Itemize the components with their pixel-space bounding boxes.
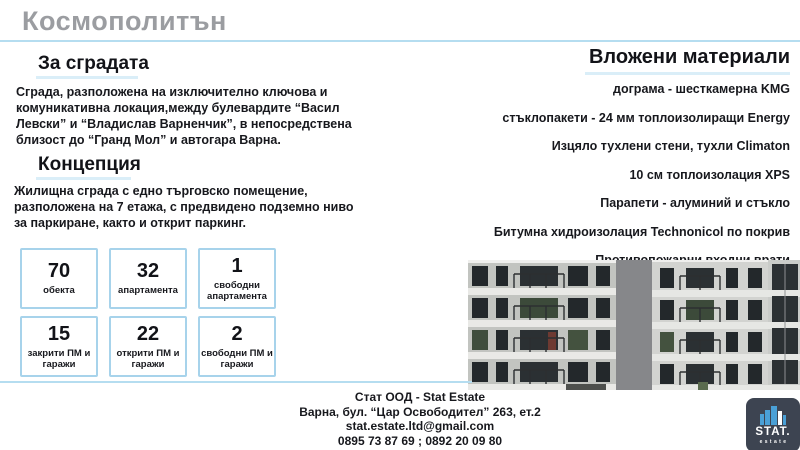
stat-label: апартамента <box>118 285 178 296</box>
material-item: Битумна хидроизолация Technonicol по покрив <box>493 224 790 239</box>
material-item: дограма - шесткамерна KMG <box>613 82 790 96</box>
concept-body: Жилищна сграда с едно търговско помещение, разположена на 7 етажа, с предвидено подземно ниво за паркиране, както и открит паркинг. <box>14 184 354 230</box>
stat-label: открити ПМ и гаражи <box>116 347 180 370</box>
footer-divider <box>0 381 472 383</box>
stat-estate-logo <box>746 398 800 450</box>
building-render-image <box>468 260 800 390</box>
stat-label: обекта <box>43 285 75 296</box>
stats-grid <box>20 248 280 377</box>
materials-list <box>494 82 790 267</box>
about-body: Сграда, разположена на изключително ключова и комуникативна локация,между булевардите “Васил Левски” и “Владислав Варненчик”, в непосредствена близост до “Гранд Мол” и автогара Варна. <box>16 85 352 147</box>
stat-value: 15 <box>47 322 71 345</box>
company-email: stat.estate.ltd@gmail.com <box>345 419 495 433</box>
stat-value: 1 <box>231 254 243 277</box>
top-divider <box>0 40 800 42</box>
company-phones: 0895 73 87 69 ; 0892 20 09 80 <box>337 433 503 448</box>
concept-heading: Концепция <box>38 154 141 175</box>
page-title: Космополитън <box>22 6 227 36</box>
concept-heading-underline <box>36 177 131 180</box>
material-item: стъклопакети - 24 мм топлоизолиращи Energy <box>502 110 790 125</box>
material-item: Парапети - алуминий и стъкло <box>600 196 790 210</box>
about-heading: За сградата <box>38 53 149 74</box>
buildings-icon <box>759 405 787 425</box>
stat-value: 22 <box>136 322 160 345</box>
stat-value: 2 <box>231 322 243 345</box>
company-name: Стат ООД - Stat Estate <box>354 390 486 404</box>
company-address: Варна, бул. “Цар Освободител” 263, ет.2 <box>299 404 541 419</box>
stat-label: свободни ПМ и гаражи <box>201 347 273 370</box>
logo-name: STAT. <box>755 426 791 438</box>
stat-box-free-parking <box>198 316 276 377</box>
logo-subtitle: estate <box>759 439 789 445</box>
material-item: Изцяло тухлени стени, тухли Climaton <box>551 139 790 153</box>
materials-heading-underline <box>585 72 790 75</box>
footer-contact <box>240 390 600 448</box>
stat-box-apartments <box>109 248 187 309</box>
stat-box-open-parking <box>109 316 187 377</box>
materials-heading: Вложени материали <box>588 46 790 68</box>
stat-label: закрити ПМ и гаражи <box>27 347 91 370</box>
about-heading-underline <box>36 76 138 79</box>
stat-box-closed-parking <box>20 316 98 377</box>
material-item: 10 см топлоизолация XPS <box>629 167 790 182</box>
stat-box-free-apartments <box>198 248 276 309</box>
stat-label: свободни апартамента <box>207 279 267 302</box>
stat-box-objects <box>20 248 98 309</box>
stat-value: 32 <box>136 260 160 282</box>
materials-section <box>494 46 790 267</box>
stat-value: 70 <box>47 260 71 282</box>
